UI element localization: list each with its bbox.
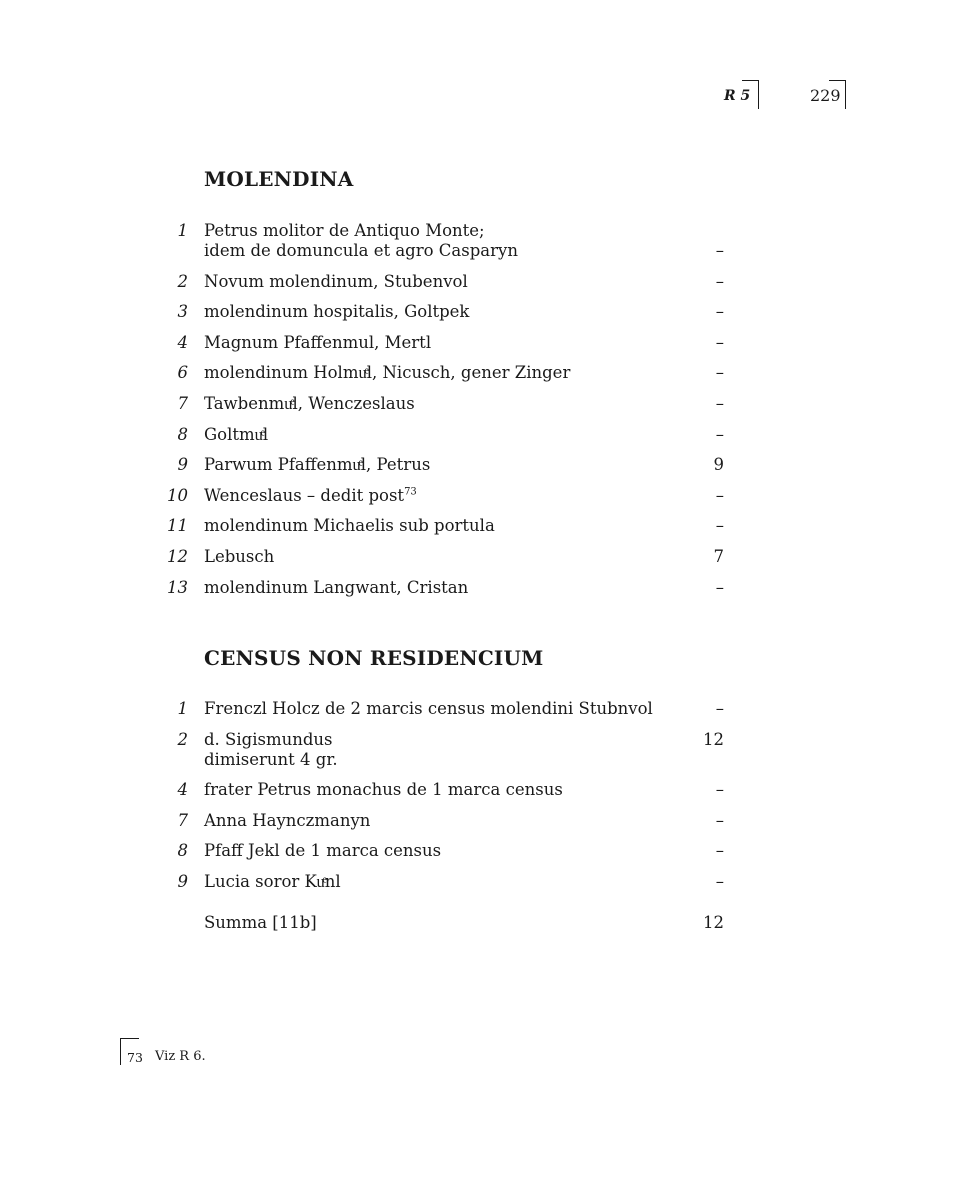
item-text-content: molendinum Holmuͤl, Nicusch, gener Zinger: [204, 363, 571, 383]
item-text-line: [204, 425, 684, 445]
item-text-line: [204, 730, 684, 750]
item-text: [204, 333, 684, 353]
molendina-list: [0, 221, 960, 608]
item-text-line: [204, 841, 684, 861]
item-text-line: [204, 272, 684, 292]
item-number: 4: [177, 332, 188, 352]
item-text-content: Magnum Pfaffenmul, Mertl: [204, 332, 432, 352]
item-text: [204, 841, 684, 861]
item-number: 10: [167, 485, 188, 505]
item-value: –: [715, 780, 724, 800]
item-text-line: [204, 811, 684, 831]
footnote-text: Viz R 6.: [155, 1049, 206, 1064]
item-value: –: [715, 302, 724, 322]
item-number: 6: [177, 363, 188, 383]
list-item: [0, 272, 960, 292]
item-number: 1: [177, 699, 188, 718]
item-value: 9: [713, 455, 724, 475]
item-text: [204, 811, 684, 831]
running-head: [0, 80, 960, 110]
item-text: [204, 363, 684, 383]
item-value: –: [715, 424, 724, 444]
item-number: 13: [167, 577, 188, 597]
footnote-reference[interactable]: 73: [404, 486, 417, 498]
item-text: [204, 272, 684, 292]
item-value: –: [715, 871, 724, 891]
list-item: [0, 302, 960, 322]
item-number: 2: [177, 729, 188, 749]
item-value: –: [715, 841, 724, 861]
item-text: [204, 486, 684, 506]
item-text-line: [204, 750, 684, 770]
list-item: [0, 780, 960, 800]
item-text-line: [204, 486, 684, 506]
census-list: [0, 699, 960, 903]
item-number: 8: [177, 424, 188, 444]
list-item: [0, 516, 960, 536]
item-text: [204, 221, 684, 261]
item-value: –: [715, 393, 724, 413]
item-text-line: [204, 241, 684, 261]
item-number: 3: [177, 302, 188, 322]
item-text-line: [204, 333, 684, 353]
item-text-content: Lebusch: [204, 546, 275, 566]
item-text-line: [204, 302, 684, 322]
item-number: 8: [177, 841, 188, 861]
item-value: 7: [713, 546, 724, 566]
item-text: [204, 699, 684, 719]
item-text-line: [204, 699, 684, 719]
item-text-content: d. Sigismundus: [204, 729, 333, 749]
item-text-content: Parwum Pfaffenmuͤl, Petrus: [204, 455, 431, 475]
item-text-content: Petrus molitor de Antiquo Monte;: [204, 221, 485, 240]
item-text-content: Tawbenmuͤl, Wenczeslaus: [204, 393, 415, 413]
item-text-content: dimiserunt 4 gr.: [204, 749, 338, 769]
item-text-line: [204, 221, 684, 241]
corner-mark: [829, 80, 846, 109]
item-number: 7: [177, 393, 188, 413]
list-item: [0, 547, 960, 567]
list-item: [0, 425, 960, 445]
item-value: –: [715, 577, 724, 597]
list-item: [0, 578, 960, 598]
item-value: –: [715, 332, 724, 352]
item-text-content: Anna Haynczmanyn: [204, 810, 371, 830]
item-text: [204, 780, 684, 800]
item-number: 12: [167, 546, 188, 566]
footnote: [120, 1038, 420, 1068]
item-text: [204, 547, 684, 567]
item-text-content: Novum molendinum, Stubenvol: [204, 271, 468, 291]
running-head-section: R 5: [724, 88, 751, 104]
item-number: 9: [177, 871, 188, 891]
item-text-line: [204, 394, 684, 414]
corner-mark: [742, 80, 759, 109]
item-text-line: [204, 363, 684, 383]
item-text-content: molendinum hospitalis, Goltpek: [204, 302, 470, 322]
item-text-content: Pfaff Jekl de 1 marca census: [204, 841, 442, 861]
item-number: 1: [177, 221, 188, 240]
item-text-line: [204, 578, 684, 598]
item-text-content: idem de domuncula et agro Casparyn: [204, 241, 518, 260]
list-item: [0, 333, 960, 353]
list-item: [0, 486, 960, 506]
item-value: 12: [703, 729, 724, 749]
item-value: –: [715, 363, 724, 383]
list-item: [0, 455, 960, 475]
item-text-content: frater Petrus monachus de 1 marca census: [204, 780, 563, 800]
list-item: [0, 730, 960, 770]
item-text-line: [204, 547, 684, 567]
item-text: [204, 872, 684, 892]
item-text-content: Frenczl Holcz de 2 marcis census molendini Stubnvol: [204, 699, 653, 718]
list-item: [0, 872, 960, 892]
item-number: 9: [177, 455, 188, 475]
item-value: –: [715, 271, 724, 291]
item-text: [204, 730, 684, 770]
item-text: [204, 578, 684, 598]
footnote-number: 73: [127, 1050, 143, 1065]
item-text: [204, 516, 684, 536]
list-item: [0, 699, 960, 719]
item-number: 2: [177, 271, 188, 291]
item-text-line: [204, 780, 684, 800]
item-text: [204, 394, 684, 414]
item-text-content: Lucia soror Kuͤnl: [204, 871, 341, 891]
section-title: CENSUS NON RESIDENCIUM: [204, 646, 544, 670]
item-text-content: Goltmuͤl: [204, 424, 269, 444]
item-number: 7: [177, 810, 188, 830]
item-value: –: [715, 485, 724, 505]
item-text-content: molendinum Langwant, Cristan: [204, 577, 469, 597]
list-item: [0, 811, 960, 831]
item-text: [204, 455, 684, 475]
item-number: 11: [167, 516, 188, 536]
item-value: –: [715, 241, 724, 260]
section-title: MOLENDINA: [204, 167, 354, 191]
item-value: –: [715, 810, 724, 830]
item-value: –: [715, 699, 724, 718]
page-number: 229: [810, 86, 841, 105]
item-text-line: [204, 872, 684, 892]
item-text-content: Wenceslaus – dedit post: [204, 485, 405, 505]
item-text: [204, 425, 684, 445]
item-text: [204, 302, 684, 322]
item-number: 4: [177, 780, 188, 800]
list-item: [0, 841, 960, 861]
item-text-line: [204, 455, 684, 475]
item-text-line: [204, 516, 684, 536]
item-value: –: [715, 516, 724, 536]
list-item: [0, 363, 960, 383]
summa-label: Summa [11b]: [204, 913, 317, 932]
summa-value: 12: [703, 913, 724, 932]
list-item: [0, 394, 960, 414]
list-item: [0, 221, 960, 261]
item-text-content: molendinum Michaelis sub portula: [204, 516, 495, 536]
